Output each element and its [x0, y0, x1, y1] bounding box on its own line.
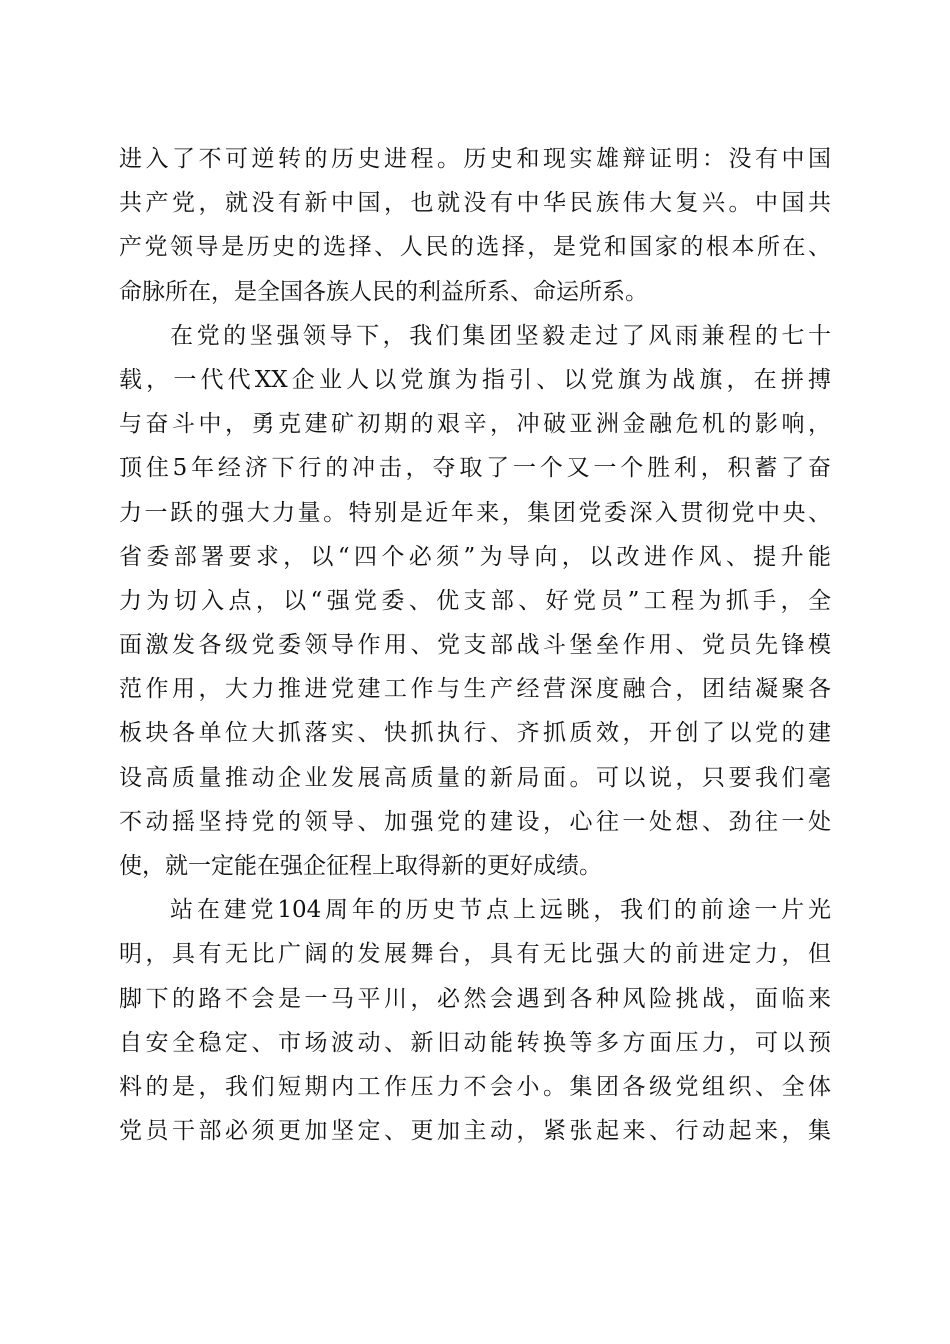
text-line: 省委部署要求，以“四个必须”为导向，以改进作风、提升能: [119, 543, 831, 570]
text-line: 与奋斗中，勇克建矿初期的艰辛，冲破亚洲金融危机的影响，: [119, 411, 831, 438]
text-line: 使，就一定能在强企征程上取得新的更好成绩。: [119, 853, 602, 879]
text-line: 产党领导是历史的选择、人民的选择，是党和国家的根本所在、: [119, 234, 831, 261]
text-line: 力一跃的强大力量。特别是近年来，集团党委深入贯彻党中央、: [119, 499, 831, 526]
body-text: [119, 137, 831, 1153]
text-line: 料的是，我们短期内工作压力不会小。集团各级党组织、全体: [119, 1073, 831, 1100]
text-line: 范作用，大力推进党建工作与生产经营深度融合，团结凝聚各: [119, 676, 831, 703]
text-line: 进入了不可逆转的历史进程。历史和现实雄辩证明：没有中国: [119, 146, 831, 172]
text-line: 站在建党104周年的历史节点上远眺，我们的前途一片光: [170, 897, 831, 924]
text-line: 明，具有无比广阔的发展舞台，具有无比强大的前进定力，但: [119, 941, 831, 968]
text-line: 面激发各级党委领导作用、党支部战斗堡垒作用、党员先锋模: [119, 632, 831, 659]
text-line: 顶住5年经济下行的冲击，夺取了一个又一个胜利，积蓄了奋: [119, 455, 831, 482]
text-line: 命脉所在，是全国各族人民的利益所系、命运所系。: [119, 278, 648, 305]
text-line: 力为切入点，以“强党委、优支部、好党员”工程为抓手，全: [119, 587, 831, 614]
text-line: 板块各单位大抓落实、快抓执行、齐抓质效，开创了以党的建: [119, 720, 831, 747]
text-line: 不动摇坚持党的领导、加强党的建设，心往一处想、劲往一处: [119, 808, 831, 835]
text-line: 共产党，就没有新中国，也就没有中华民族伟大复兴。中国共: [119, 190, 831, 217]
text-line: 载，一代代XX企业人以党旗为指引、以党旗为战旗，在拼搏: [119, 366, 831, 393]
text-line: 脚下的路不会是一马平川，必然会遇到各种风险挑战，面临来: [119, 985, 831, 1012]
text-line: 设高质量推动企业发展高质量的新局面。可以说，只要我们毫: [119, 764, 831, 791]
text-line: 在党的坚强领导下，我们集团坚毅走过了风雨兼程的七十: [170, 322, 831, 349]
text-line: 党员干部必须更加坚定、更加主动，紧张起来、行动起来，集: [119, 1118, 831, 1145]
text-line: 自安全稳定、市场波动、新旧动能转换等多方面压力，可以预: [119, 1029, 831, 1056]
